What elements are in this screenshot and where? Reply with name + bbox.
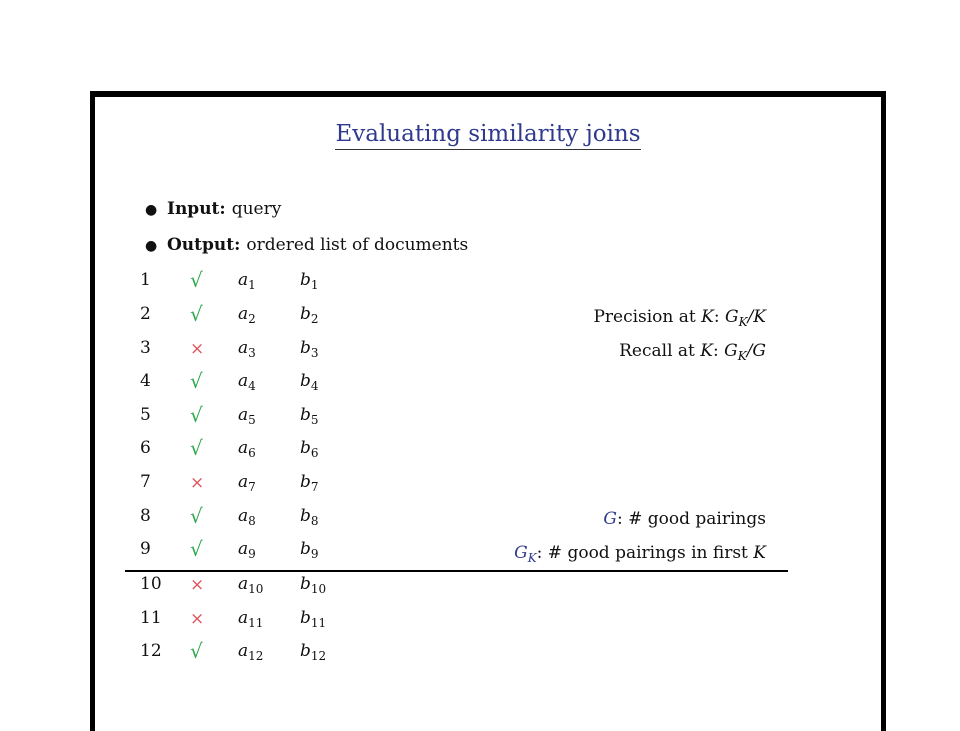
list-item	[95, 472, 881, 502]
bullet-dot-icon: ●	[145, 202, 158, 218]
b-item: $b_5$	[300, 405, 319, 427]
row-number: 12	[140, 641, 162, 661]
list-item	[95, 438, 881, 468]
a-item: $a_1$	[238, 270, 256, 292]
a-item: $a_{12}$	[238, 641, 264, 663]
bullet-text: query	[231, 199, 282, 219]
b-item: $b_{11}$	[300, 608, 327, 630]
a-item: $a_7$	[238, 472, 256, 494]
cross-icon: ×	[190, 473, 205, 493]
g-definition: G: # good pairings	[603, 509, 766, 529]
b-item: $b_3$	[300, 338, 319, 360]
b-item: $b_{12}$	[300, 641, 327, 663]
a-item: $a_9$	[238, 539, 256, 561]
cross-icon: ×	[190, 609, 205, 629]
row-number: 9	[140, 539, 151, 559]
b-item: $b_1$	[300, 270, 319, 292]
a-item: $a_{11}$	[238, 608, 264, 630]
cross-icon: ×	[190, 339, 205, 359]
check-icon: √	[190, 403, 203, 427]
list-item	[95, 405, 881, 435]
a-item: $a_5$	[238, 405, 256, 427]
check-icon: √	[190, 537, 203, 561]
row-number: 5	[140, 405, 151, 425]
a-item: $a_8$	[238, 506, 256, 528]
a-item: $a_2$	[238, 304, 256, 326]
bullet-label: Output:	[167, 235, 241, 255]
b-item: $b_7$	[300, 472, 319, 494]
slide-frame	[90, 91, 886, 731]
list-item	[95, 371, 881, 401]
list-item	[95, 641, 881, 671]
row-number: 2	[140, 304, 151, 324]
a-item: $a_{10}$	[238, 574, 264, 596]
row-number: 1	[140, 270, 151, 290]
row-number: 10	[140, 574, 162, 594]
bullet-dot-icon: ●	[145, 238, 158, 254]
check-icon: √	[190, 302, 203, 326]
b-item: $b_6$	[300, 438, 319, 460]
check-icon: √	[190, 504, 203, 528]
bullet-text: ordered list of documents	[246, 235, 469, 255]
b-item: $b_4$	[300, 371, 319, 393]
row-number: 6	[140, 438, 151, 458]
b-item: $b_8$	[300, 506, 319, 528]
bullet-label: Input:	[167, 199, 226, 219]
a-item: $a_3$	[238, 338, 256, 360]
slide-title: Evaluating similarity joins	[95, 121, 881, 147]
a-item: $a_6$	[238, 438, 256, 460]
row-number: 4	[140, 371, 151, 391]
check-icon: √	[190, 369, 203, 393]
bullet-input	[145, 199, 468, 235]
check-icon: √	[190, 268, 203, 292]
recall-note: Recall at K: $G_K/G$	[619, 341, 766, 363]
bullet-output	[145, 235, 468, 271]
check-icon: √	[190, 639, 203, 663]
list-item	[95, 574, 881, 604]
b-item: $b_9$	[300, 539, 319, 561]
row-number: 3	[140, 338, 151, 358]
list-item	[95, 608, 881, 638]
cutoff-separator	[125, 570, 788, 572]
row-number: 7	[140, 472, 151, 492]
precision-note: Precision at K: $G_K/K$	[593, 307, 766, 329]
cross-icon: ×	[190, 575, 205, 595]
list-item	[95, 270, 881, 300]
check-icon: √	[190, 436, 203, 460]
row-number: 11	[140, 608, 162, 628]
b-item: $b_{10}$	[300, 574, 327, 596]
gk-definition: $G_K$: # good pairings in first K	[514, 543, 766, 565]
b-item: $b_2$	[300, 304, 319, 326]
bullet-list	[145, 199, 468, 271]
row-number: 8	[140, 506, 151, 526]
a-item: $a_4$	[238, 371, 256, 393]
